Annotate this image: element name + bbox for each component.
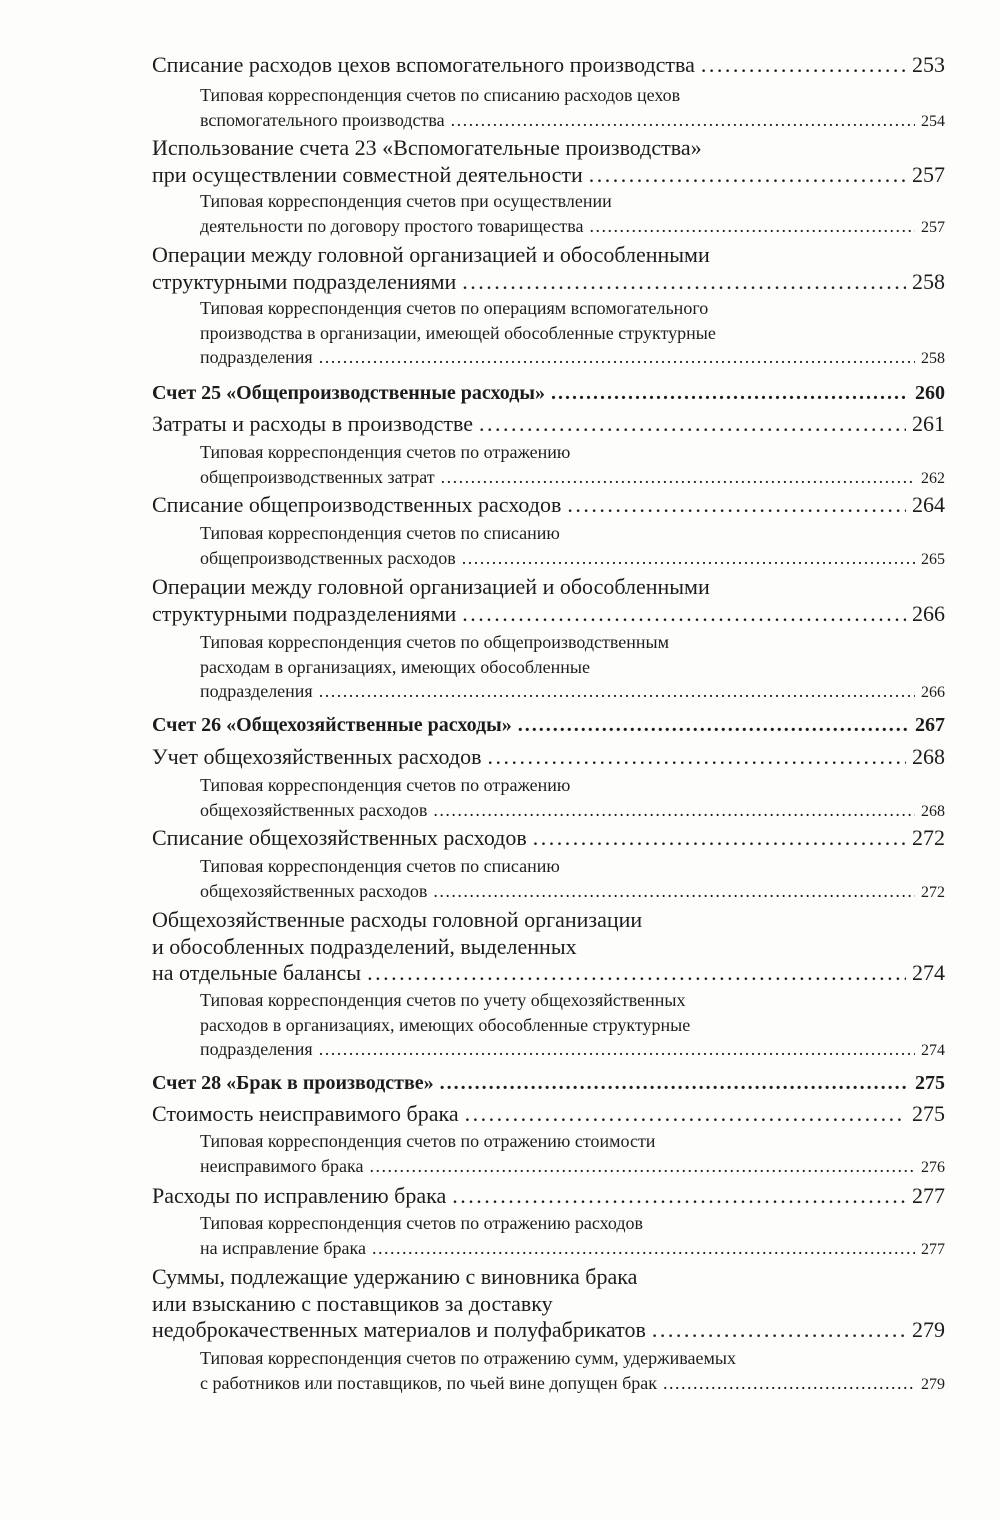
toc-entry-title: при осуществлении совместной деятельности: [152, 161, 583, 187]
toc-entry-title: Типовая корреспонденция счетов по отражению стоимости: [200, 1131, 656, 1151]
toc-page-number: 279: [921, 1375, 945, 1393]
dot-leader: [701, 52, 906, 79]
toc-entry: [152, 744, 945, 771]
toc-entry-title: Расходы по исправлению брака: [152, 1183, 447, 1208]
toc-entry: [152, 411, 945, 438]
toc-entry-title: Типовая корреспонденция счетов по списанию: [200, 523, 560, 543]
dot-leader: [440, 1070, 909, 1096]
toc-entry: [152, 825, 945, 852]
toc-entry-title: структурными подразделениями: [152, 600, 457, 626]
toc-entry-line: [152, 380, 945, 406]
toc-page-number: 275: [915, 1072, 945, 1094]
toc-page-number: 266: [921, 684, 945, 701]
toc-page-number: 257: [912, 161, 945, 187]
toc-entry-line: [152, 1101, 945, 1128]
toc-entry-line: [200, 1236, 945, 1263]
toc-entry-title: Типовая корреспонденция счетов по списанию: [200, 856, 560, 876]
toc-entry-title: общехозяйственных расходов: [200, 799, 428, 820]
toc-entry-title: Типовая корреспонденция счетов по операциям вспомогательного: [200, 298, 709, 318]
toc-entry-title: Типовая корреспонденция счетов по отражению расходов: [200, 1213, 644, 1233]
dot-leader: [433, 879, 915, 904]
toc-entry: [200, 440, 945, 491]
toc-entry: [200, 189, 945, 240]
toc-entry-line: [200, 214, 945, 241]
toc-page-number: 261: [912, 411, 945, 436]
toc-page-number: 257: [921, 218, 945, 236]
toc-entry-line: [152, 52, 945, 79]
toc-entry: [152, 492, 945, 519]
toc-entry-line: [152, 411, 945, 438]
toc-entry: [200, 854, 945, 905]
toc-entry-line: [152, 1070, 945, 1096]
toc-entry-title: деятельности по договору простого товарищества: [200, 215, 584, 236]
toc-entry-line: [152, 960, 945, 987]
dot-leader: [451, 108, 915, 133]
toc-page-number: 272: [912, 825, 945, 850]
toc-entry: [152, 1101, 945, 1128]
toc-entry: [200, 1129, 945, 1180]
toc-page-number: 258: [921, 350, 945, 367]
toc-entry-title: Счет 25 «Общепроизводственные расходы»: [152, 382, 545, 404]
dot-leader: [462, 546, 915, 571]
dot-leader: [663, 1371, 915, 1396]
toc-entry-title: подразделения: [200, 1039, 313, 1059]
toc-entry-title: Типовая корреспонденция счетов по отражению сумм, удерживаемых: [200, 1348, 736, 1368]
toc-page-number: 277: [912, 1183, 945, 1208]
toc-page-number: 279: [912, 1317, 945, 1342]
toc-entry: [200, 1346, 945, 1397]
toc-page-number: 253: [912, 52, 945, 77]
dot-leader: [518, 712, 909, 738]
toc-entry: [152, 380, 945, 406]
toc-entry-title: Учет общехозяйственных расходов: [152, 744, 482, 769]
toc-entry-title: Типовая корреспонденция счетов по общепроизводственным: [200, 632, 670, 652]
toc-entry-line: [200, 345, 945, 372]
toc-entry-title: или взысканию с поставщиков за доставку: [152, 1290, 553, 1316]
toc-entry-line: [200, 1037, 945, 1064]
toc-entry-title: вспомогательного производства: [200, 109, 445, 130]
toc-entry-line: [200, 465, 945, 492]
dot-leader: [462, 269, 906, 296]
toc-entry: [152, 1264, 945, 1344]
toc-entry-title: общепроизводственных расходов: [200, 547, 456, 568]
toc-entry-line: [200, 108, 945, 135]
toc-entry-title: подразделения: [200, 681, 313, 701]
toc-page-number: 254: [921, 112, 945, 130]
toc-entry: [152, 135, 945, 188]
toc-entry-title: структурными подразделениями: [152, 268, 457, 294]
dot-leader: [452, 1183, 906, 1210]
toc-entry-title: подразделения: [200, 347, 313, 367]
dot-leader: [465, 1101, 906, 1128]
toc-entry-title: недоброкачественных материалов и полуфабрикатов: [152, 1317, 646, 1342]
toc-entry-line: [152, 1317, 945, 1344]
toc-entry: [152, 712, 945, 738]
toc-entry-title: Общехозяйственные расходы головной организации: [152, 907, 643, 932]
toc-entry: [200, 630, 945, 706]
dot-leader: [567, 492, 906, 519]
dot-leader: [367, 960, 906, 987]
toc-entry-title: Типовая корреспонденция счетов по учету общехозяйственных: [200, 990, 686, 1010]
toc-entry-title: Суммы, подлежащие удержанию с виновника брака: [152, 1264, 638, 1289]
toc-page-number: 266: [912, 600, 945, 626]
toc-page-number: 268: [921, 802, 945, 820]
toc-entry-line: [200, 798, 945, 825]
toc-entry: [200, 988, 945, 1064]
toc-entry-line: [200, 1154, 945, 1181]
toc-entry-title: расходам в организациях, имеющих обособленные: [200, 656, 590, 677]
toc-entry-line: [152, 492, 945, 519]
dot-leader: [589, 162, 906, 189]
toc-entry-title: на исправление брака: [200, 1237, 366, 1258]
toc-page-number: 276: [921, 1158, 945, 1176]
toc-page-number: 258: [912, 268, 945, 294]
toc-entry-title: на отдельные балансы: [152, 960, 362, 985]
toc-entry-title: Использование счета 23 «Вспомогательные производства»: [152, 135, 702, 160]
dot-leader: [319, 679, 915, 704]
toc-entry-title: Стоимость неисправимого брака: [152, 1101, 459, 1126]
toc-entry: [200, 773, 945, 824]
toc-entry-title: общехозяйственных расходов: [200, 880, 428, 901]
toc-page-number: 267: [915, 714, 945, 736]
toc-page-number: 274: [912, 960, 945, 985]
toc-page-number: 274: [921, 1042, 945, 1059]
toc-entry-line: [200, 679, 945, 706]
dot-leader: [441, 465, 915, 490]
toc-entry-title: Счет 26 «Общехозяйственные расходы»: [152, 714, 512, 736]
toc-entry-line: [200, 546, 945, 573]
toc-entry-title: с работников или поставщиков, по чьей вине допущен брак: [200, 1372, 658, 1393]
toc-entry-title: Затраты и расходы в производстве: [152, 411, 474, 436]
toc-entry-title: и обособленных подразделений, выделенных: [152, 933, 577, 959]
toc-entry-line: [152, 162, 945, 189]
toc-entry-line: [152, 1183, 945, 1210]
toc-entry-title: Счет 28 «Брак в производстве»: [152, 1072, 434, 1094]
toc-entry: [152, 907, 945, 987]
toc-entry-title: Операции между головной организацией и обособленными: [152, 242, 710, 267]
toc-page-number: 277: [921, 1240, 945, 1258]
dot-leader: [533, 825, 906, 852]
toc-entry-title: производства в организации, имеющей обособленные структурные: [200, 322, 716, 343]
toc-entry: [200, 83, 945, 134]
toc-entry-title: Списание расходов цехов вспомогательного производства: [152, 52, 695, 77]
toc-entry: [152, 52, 945, 79]
toc-page-number: 272: [921, 883, 945, 901]
toc-entry: [152, 1070, 945, 1096]
toc-entry-title: Типовая корреспонденция счетов по отражению: [200, 775, 571, 795]
toc-entry-line: [152, 712, 945, 738]
dot-leader: [319, 345, 915, 370]
toc-entry: [152, 242, 945, 295]
toc-entry-title: Операции между головной организацией и обособленными: [152, 574, 710, 599]
dot-leader: [652, 1317, 906, 1344]
toc-page-number: 268: [912, 744, 945, 769]
toc-entry-title: расходов в организациях, имеющих обособленные структурные: [200, 1014, 691, 1035]
toc-entry-line: [152, 601, 945, 628]
toc-page-number: 275: [912, 1101, 945, 1126]
dot-leader: [319, 1037, 915, 1062]
toc-entry-title: Типовая корреспонденция счетов по отражению: [200, 442, 571, 462]
dot-leader: [462, 601, 906, 628]
toc-page-number: 264: [912, 492, 945, 517]
dot-leader: [589, 214, 915, 239]
toc-entry: [152, 1183, 945, 1210]
toc-entry: [200, 521, 945, 572]
toc-entry-title: Списание общехозяйственных расходов: [152, 825, 527, 850]
toc-entry-title: Типовая корреспонденция счетов при осуществлении: [200, 191, 612, 211]
toc-page-number: 262: [921, 469, 945, 487]
toc-entry: [200, 1211, 945, 1262]
toc-entry-title: общепроизводственных затрат: [200, 466, 435, 487]
toc-entry-line: [152, 269, 945, 296]
toc-entry-line: [152, 744, 945, 771]
toc-entry: [152, 574, 945, 627]
toc-entry-title: Списание общепроизводственных расходов: [152, 492, 562, 517]
dot-leader: [372, 1236, 915, 1261]
dot-leader: [433, 798, 915, 823]
toc-entry-title: Типовая корреспонденция счетов по списанию расходов цехов: [200, 85, 681, 105]
dot-leader: [479, 411, 906, 438]
toc-entry: [200, 296, 945, 372]
dot-leader: [369, 1154, 915, 1179]
toc-entry-title: неисправимого брака: [200, 1155, 364, 1176]
toc-page-number: 260: [915, 382, 945, 404]
dot-leader: [487, 744, 906, 771]
toc-entry-line: [152, 825, 945, 852]
dot-leader: [551, 380, 909, 406]
toc-entry-line: [200, 879, 945, 906]
toc-page-number: 265: [921, 550, 945, 568]
toc-entry-line: [200, 1371, 945, 1398]
